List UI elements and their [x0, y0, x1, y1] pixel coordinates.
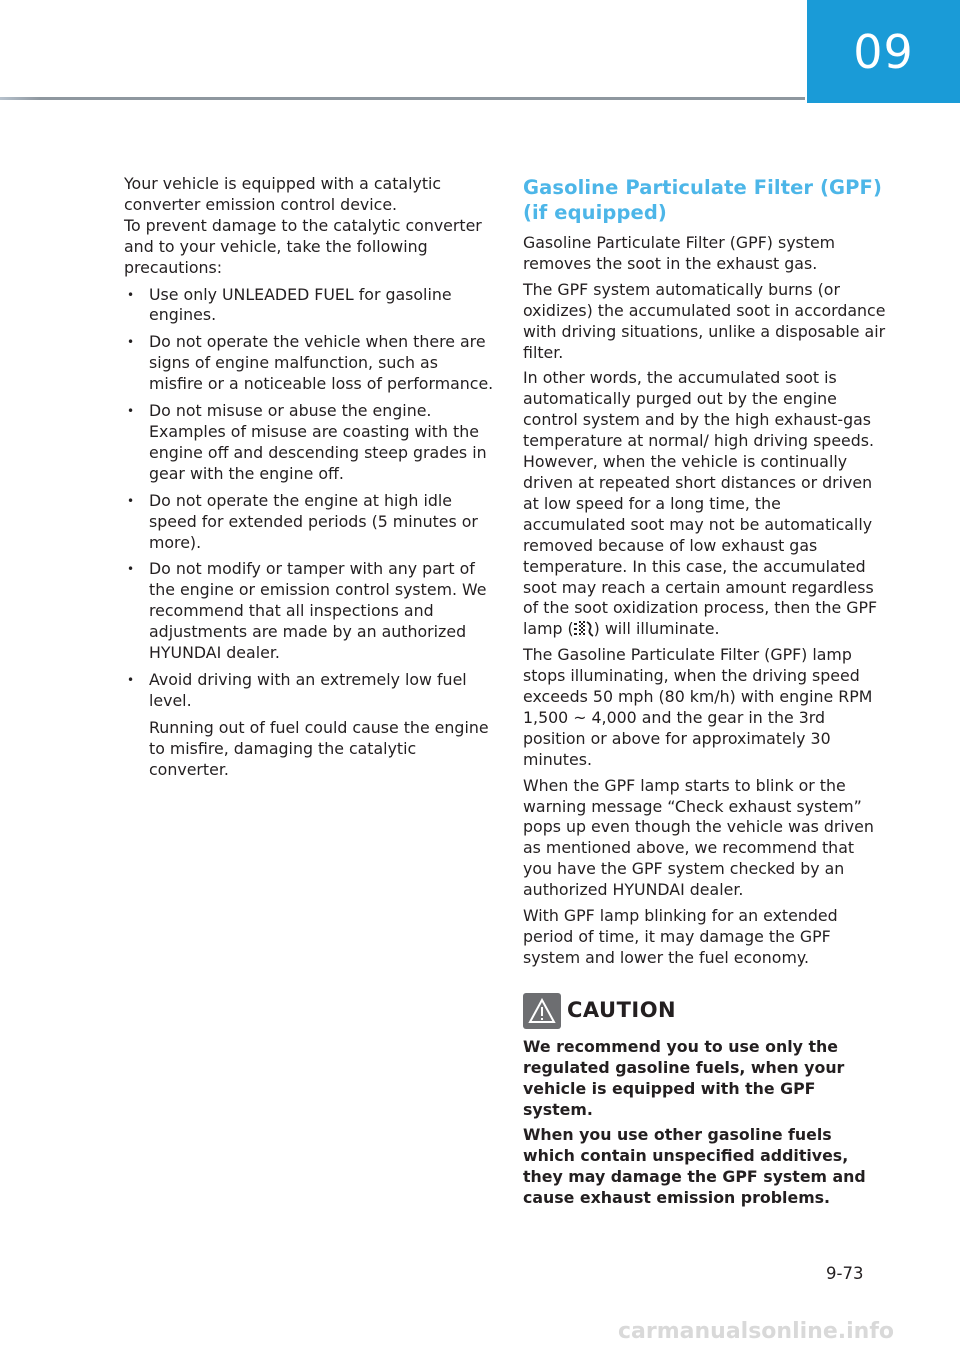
paragraph: When the GPF lamp starts to blink or the warning message “Check exhaust system” pops up even though the vehicle was driven as mentioned above, we recommend that you have the GPF system checked by an authorized HYUNDAI dealer.	[523, 775, 874, 900]
caution-title: CAUTION	[567, 998, 677, 1023]
list-item: • Do not operate the vehicle when there are signs of engine malfunction, such as misfire or a noticeable loss of performance.	[127, 332, 494, 394]
section-heading: Gasoline Particulate Filter (GPF) (if equipped)	[523, 176, 882, 224]
bullet-icon: •	[127, 672, 135, 687]
warning-triangle-icon	[523, 993, 561, 1029]
list-item: • Do not misuse or abuse the engine. Examples of misuse are coasting with the engine off and descending steep grades in gear with the engine off.	[127, 401, 487, 483]
header-rule	[0, 97, 805, 100]
caution-paragraph: When you use other gasoline fuels which contain unspecified additives, they may damage the GPF system and cause exhaust emission problems.	[523, 1125, 866, 1208]
list-item: • Do not operate the engine at high idle speed for extended periods (5 minutes or more).	[127, 490, 478, 552]
watermark-logo	[576, 1318, 896, 1346]
bullet-icon: •	[127, 562, 135, 577]
right-column	[523, 175, 888, 1214]
bullet-icon: •	[127, 335, 135, 350]
paragraph-with-icon: In other words, the accumulated soot is automatically purged out by the engine control system and by the high exhaust-gas temperature at normal/ high driving speeds. However, when the vehicle is continually driven at repeated short distances or driven at low speed for a long time, the accumulated soot may not be automatically removed because of low exhaust gas temperature. In this case, the accumulated soot may reach a certain amount regardless of the soot oxidization process, then the GPF lamp ( ) will illuminate.	[523, 368, 878, 639]
bullet-icon: •	[127, 493, 135, 508]
list-item: • Avoid driving with an extremely low fuel level. Running out of fuel could cause the engine to misfire, damaging the catalytic converter.	[124, 670, 494, 781]
intro-line-2: To prevent damage to the catalytic converter and to your vehicle, take the following precautions:	[124, 215, 482, 277]
bullet-icon: •	[127, 404, 135, 419]
intro-line-1: Your vehicle is equipped with a catalytic converter emission control device.	[124, 174, 442, 214]
bullet-sub-text: Running out of fuel could cause the engine to misfire, damaging the catalytic converter.	[149, 717, 489, 779]
paragraph: The GPF system automatically burns (or oxidizes) the accumulated soot in accordance with driving situations, unlike a disposable air filter.	[523, 279, 886, 362]
caution-header	[523, 993, 888, 1029]
bullet-icon: •	[127, 287, 135, 302]
paragraph: Gasoline Particulate Filter (GPF) system removes the soot in the exhaust gas.	[523, 233, 836, 273]
left-column	[124, 174, 494, 786]
page-number: 9-73	[826, 1264, 864, 1283]
gpf-lamp-icon	[574, 621, 594, 637]
caution-paragraph: We recommend you to use only the regulated gasoline fuels, when your vehicle is equipped with the GPF system.	[523, 1036, 845, 1119]
chapter-number: 09	[853, 24, 914, 79]
list-item: • Use only UNLEADED FUEL for gasoline engines.	[127, 284, 452, 325]
chapter-tab	[807, 0, 960, 103]
list-item: • Do not modify or tamper with any part of the engine or emission control system. We recommend that all inspections and adjustments are made by an authorized HYUNDAI dealer.	[127, 559, 487, 663]
precautions-list	[124, 285, 494, 781]
caution-box	[523, 993, 888, 1209]
watermark	[0, 1318, 960, 1346]
paragraph: The Gasoline Particulate Filter (GPF) lamp stops illuminating, when the driving speed exceeds 50 mph (80 km/h) with engine RPM 1,500 ~ 4,000 and the gear in the 3rd position or above for approximately 30 minutes.	[523, 645, 873, 769]
paragraph: With GPF lamp blinking for an extended period of time, it may damage the GPF system and lower the fuel economy.	[523, 906, 838, 967]
svg-text:carmanualsonline.info: carmanualsonline.info	[618, 1319, 894, 1344]
